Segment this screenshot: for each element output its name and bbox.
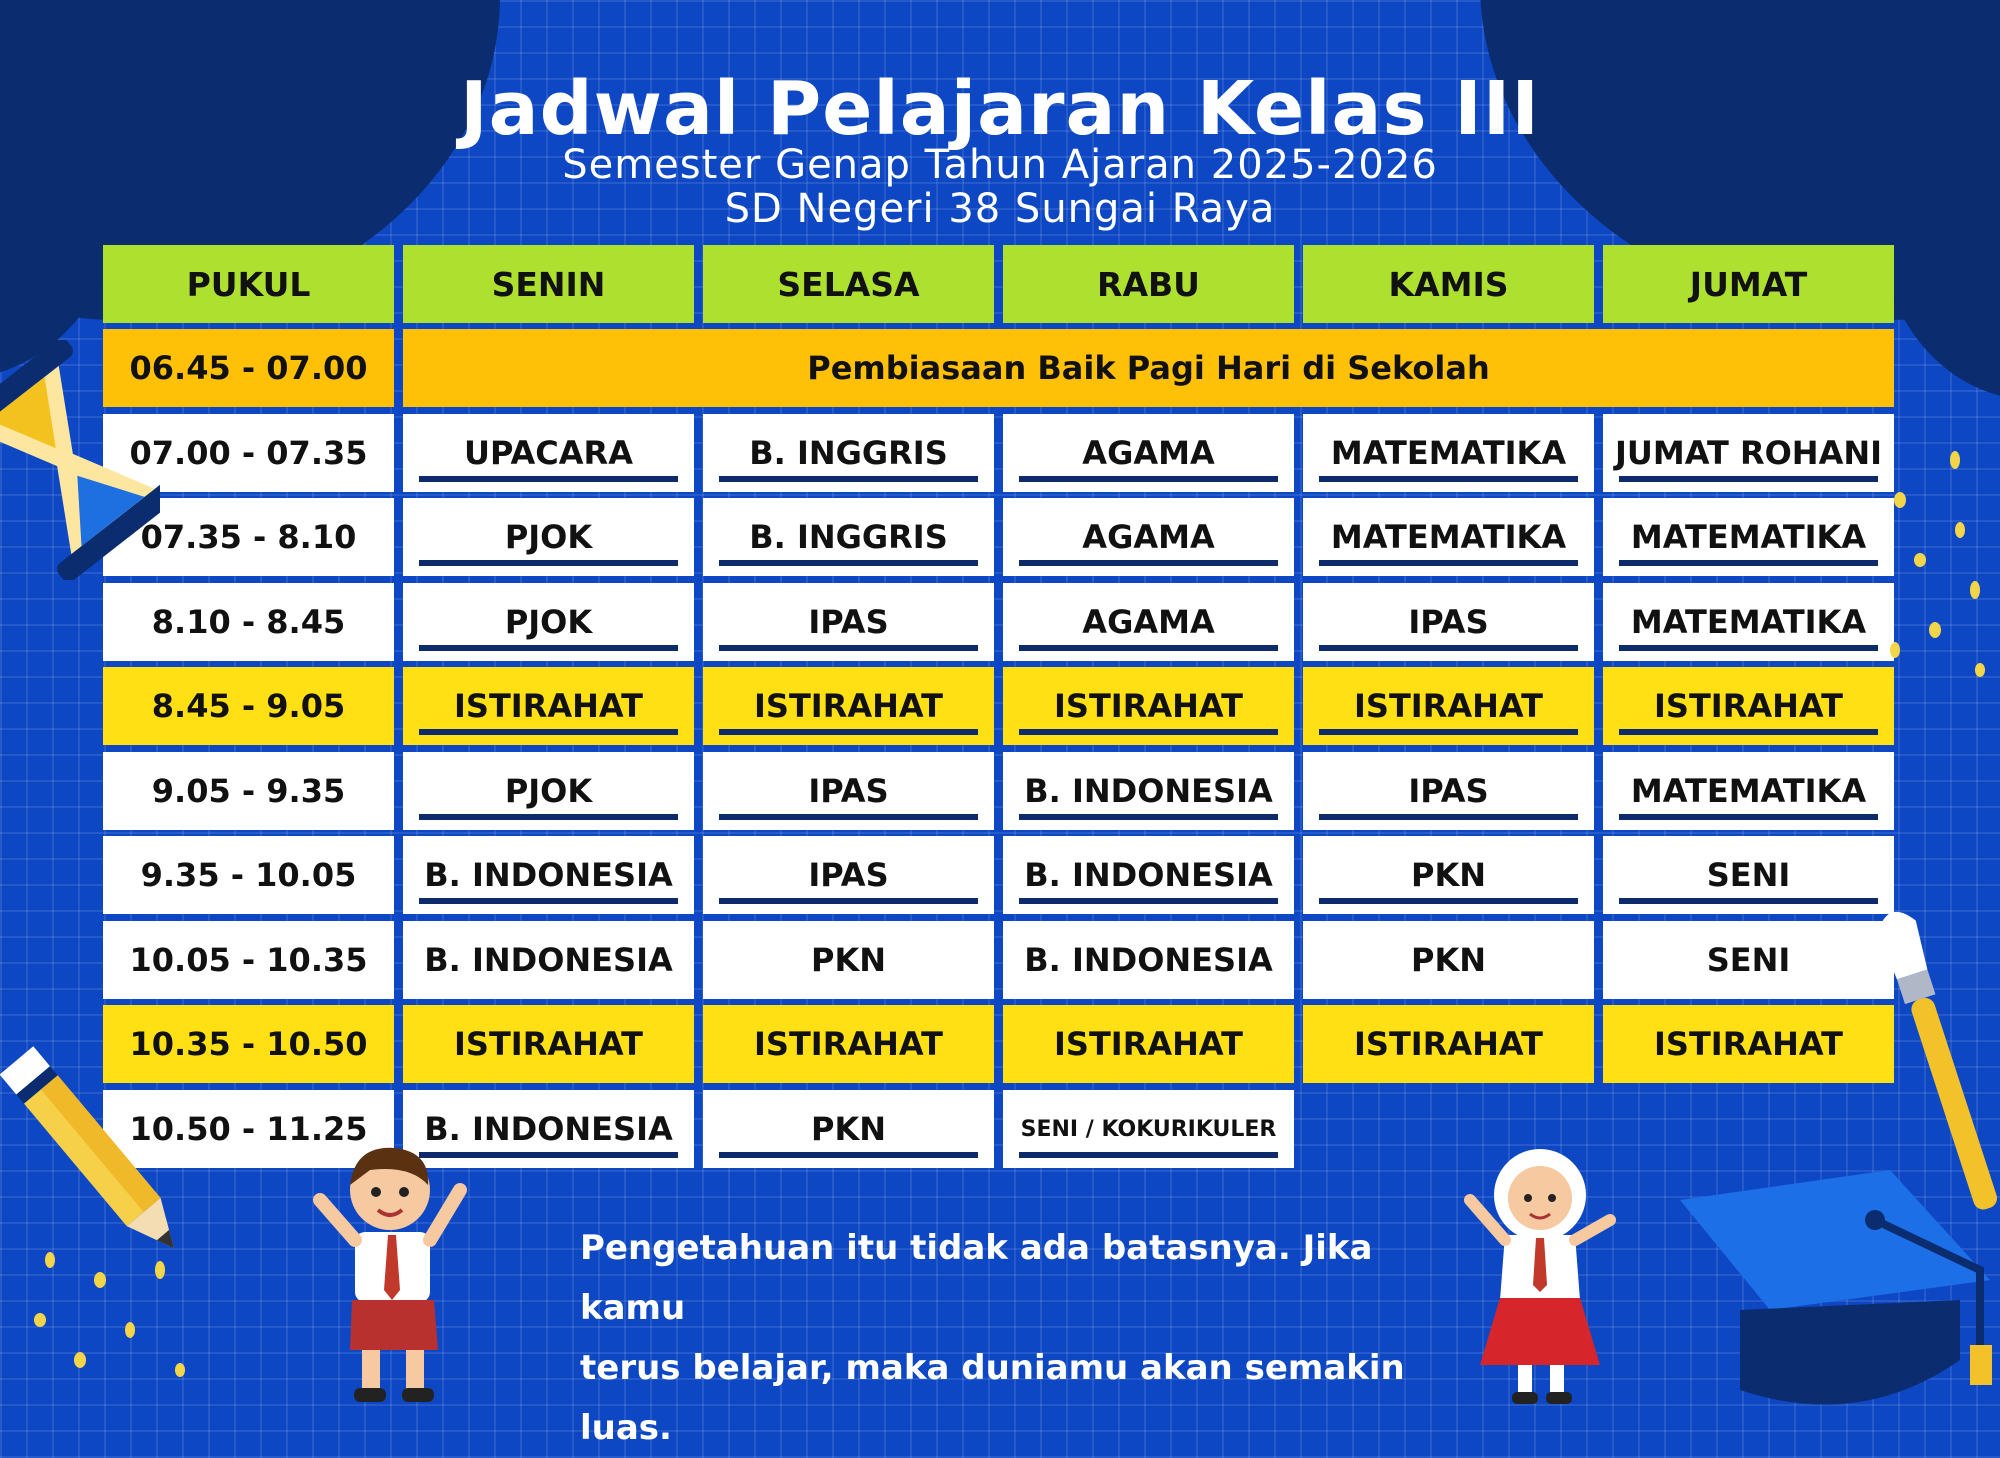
time-cell: 10.50 - 11.25 xyxy=(103,1090,394,1168)
subject-cell: PKN xyxy=(703,921,994,999)
subject-cell: PJOK xyxy=(403,583,694,661)
subject-cell: ISTIRAHAT xyxy=(703,1005,994,1083)
subject-cell: JUMAT ROHANI xyxy=(1603,414,1894,492)
morning-activity-cell: Pembiasaan Baik Pagi Hari di Sekolah xyxy=(403,329,1894,407)
boy-student-illustration xyxy=(310,1140,480,1414)
subject-cell: SENI xyxy=(1603,921,1894,999)
subject-cell: ISTIRAHAT xyxy=(403,1005,694,1083)
subject-cell: IPAS xyxy=(1303,752,1594,830)
quote-line-2: terus belajar, maka duniamu akan semakin luas. xyxy=(580,1348,1405,1448)
header-jumat: JUMAT xyxy=(1603,245,1894,323)
subject-cell: PKN xyxy=(1303,836,1594,914)
subject-cell: SENI / KOKURIKULER xyxy=(1003,1090,1294,1168)
subject-cell: PJOK xyxy=(403,498,694,576)
page-title: Jadwal Pelajaran Kelas III xyxy=(460,66,1540,152)
subject-cell: ISTIRAHAT xyxy=(403,667,694,745)
subject-cell: IPAS xyxy=(1303,583,1594,661)
subject-cell: B. INGGRIS xyxy=(703,498,994,576)
graduation-cap-icon xyxy=(1660,1160,2000,1414)
time-cell: 10.05 - 10.35 xyxy=(103,921,394,999)
time-cell: 10.35 - 10.50 xyxy=(103,1005,394,1083)
time-cell: 8.45 - 9.05 xyxy=(103,667,394,745)
time-cell: 07.00 - 07.35 xyxy=(103,414,394,492)
motivational-quote xyxy=(580,1218,1460,1458)
girl-student-illustration xyxy=(1450,1140,1630,1414)
header-senin: SENIN xyxy=(403,245,694,323)
page-subtitle: Semester Genap Tahun Ajaran 2025-2026 xyxy=(562,142,1438,188)
subject-cell: B. INDONESIA xyxy=(403,836,694,914)
subject-cell: B. INDONESIA xyxy=(1003,836,1294,914)
header-kamis: KAMIS xyxy=(1303,245,1594,323)
subject-cell: PJOK xyxy=(403,752,694,830)
time-cell: 8.10 - 8.45 xyxy=(103,583,394,661)
time-cell: 06.45 - 07.00 xyxy=(103,329,394,407)
subject-cell: ISTIRAHAT xyxy=(1303,667,1594,745)
header-selasa: SELASA xyxy=(703,245,994,323)
school-name: SD Negeri 38 Sungai Raya xyxy=(724,186,1276,232)
subject-cell: MATEMATIKA xyxy=(1303,414,1594,492)
time-cell: 07.35 - 8.10 xyxy=(103,498,394,576)
subject-cell: ISTIRAHAT xyxy=(1603,667,1894,745)
subject-cell: ISTIRAHAT xyxy=(1603,1005,1894,1083)
subject-cell: AGAMA xyxy=(1003,414,1294,492)
header-rabu: RABU xyxy=(1003,245,1294,323)
quote-line-1: Pengetahuan itu tidak ada batasnya. Jika kamu xyxy=(580,1228,1373,1328)
subject-cell: MATEMATIKA xyxy=(1603,752,1894,830)
subject-cell: B. INDONESIA xyxy=(1003,921,1294,999)
subject-cell: PKN xyxy=(1303,921,1594,999)
time-cell: 9.05 - 9.35 xyxy=(103,752,394,830)
subject-cell: ISTIRAHAT xyxy=(1303,1005,1594,1083)
subject-cell: MATEMATIKA xyxy=(1603,498,1894,576)
subject-cell: B. INGGRIS xyxy=(703,414,994,492)
subject-cell: IPAS xyxy=(703,752,994,830)
time-cell: 9.35 - 10.05 xyxy=(103,836,394,914)
subject-cell: ISTIRAHAT xyxy=(1003,667,1294,745)
subject-cell: SENI xyxy=(1603,836,1894,914)
subject-cell: UPACARA xyxy=(403,414,694,492)
subject-cell: B. INDONESIA xyxy=(403,1090,694,1168)
subject-cell: IPAS xyxy=(703,836,994,914)
subject-cell: PKN xyxy=(703,1090,994,1168)
subject-cell: B. INDONESIA xyxy=(403,921,694,999)
subject-cell: MATEMATIKA xyxy=(1603,583,1894,661)
confetti-icon xyxy=(1880,440,2000,700)
subject-cell: IPAS xyxy=(703,583,994,661)
confetti-icon xyxy=(20,1240,200,1400)
hourglass-icon xyxy=(0,340,160,580)
subject-cell: ISTIRAHAT xyxy=(703,667,994,745)
subject-cell: AGAMA xyxy=(1003,498,1294,576)
subject-cell: B. INDONESIA xyxy=(1003,752,1294,830)
subject-cell: ISTIRAHAT xyxy=(1003,1005,1294,1083)
subject-cell: AGAMA xyxy=(1003,583,1294,661)
subject-cell: MATEMATIKA xyxy=(1303,498,1594,576)
header-pukul: PUKUL xyxy=(103,245,394,323)
